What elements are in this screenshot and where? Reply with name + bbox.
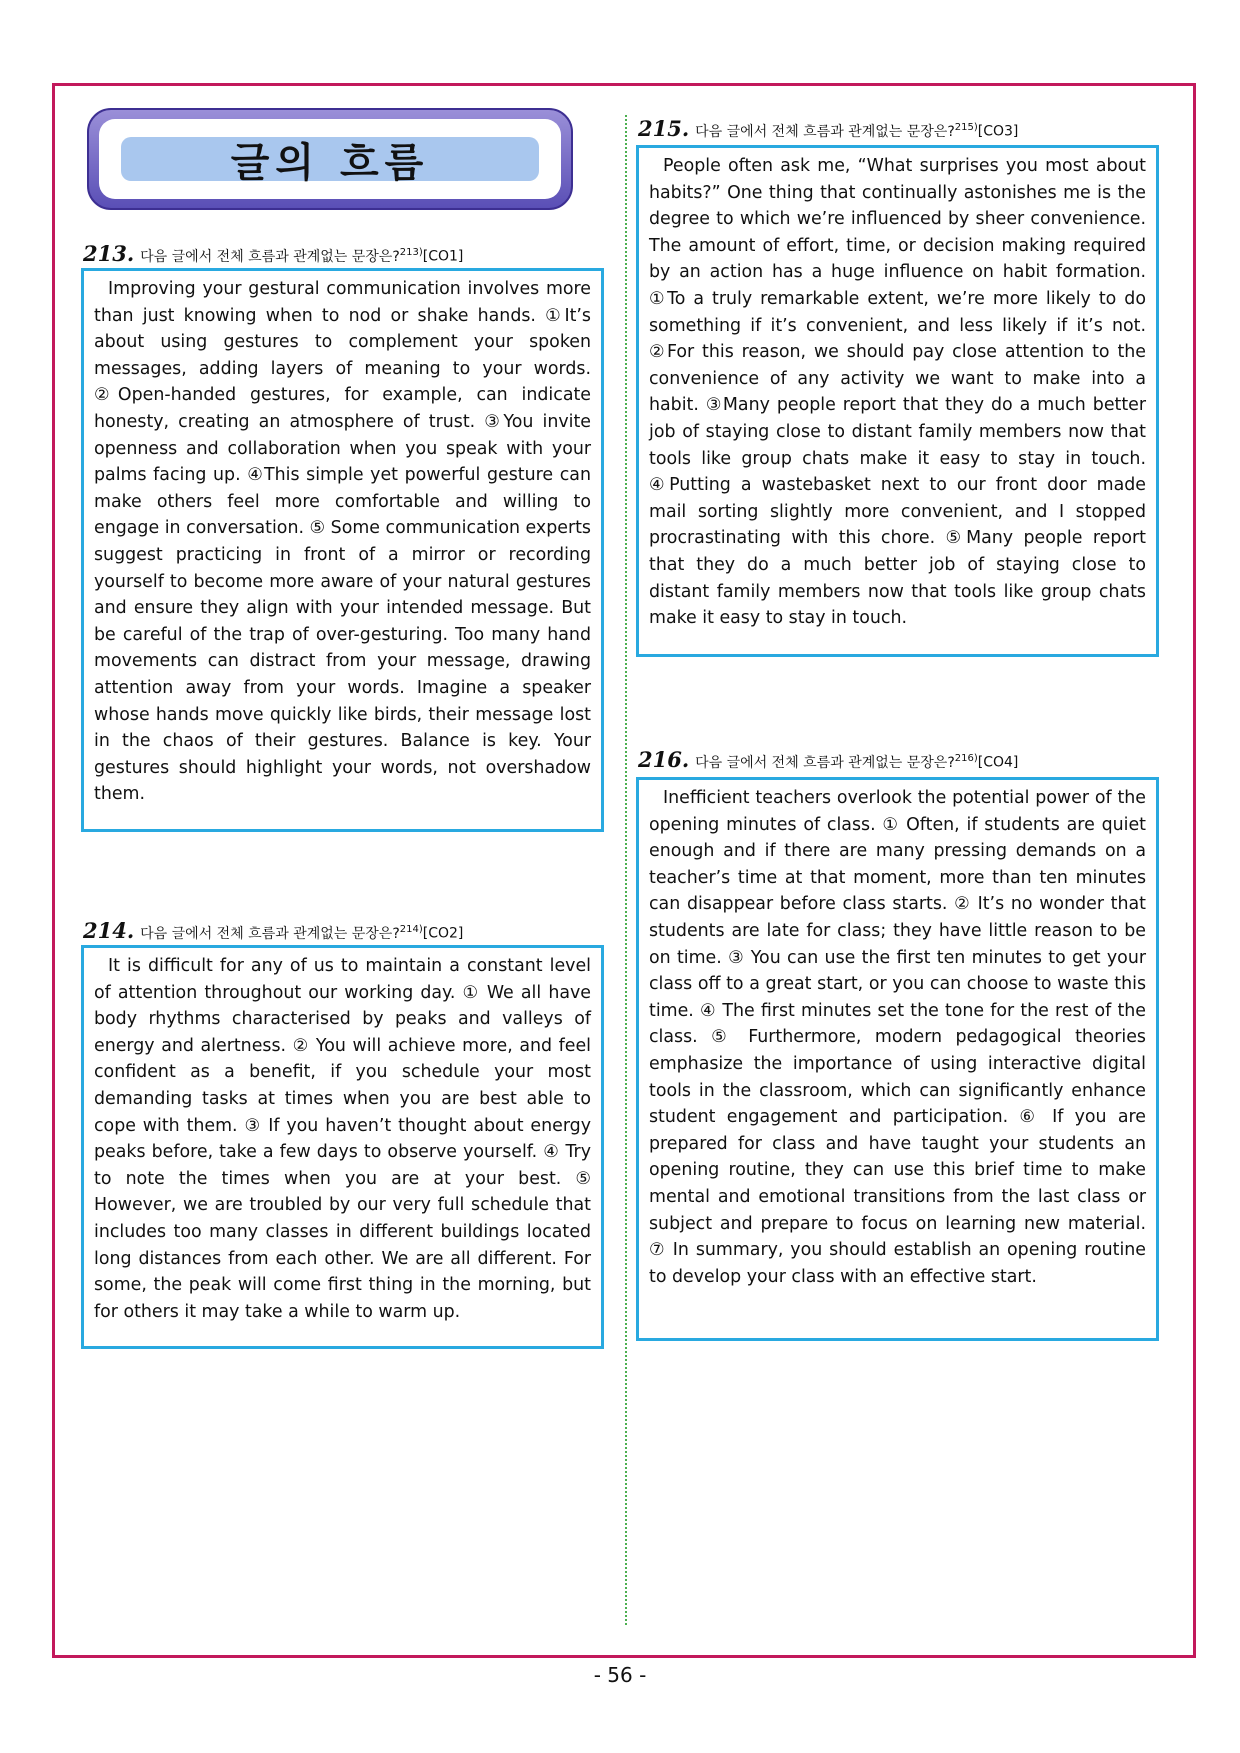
question-reference — [955, 753, 1019, 771]
passage-text: It is difficult for any of us to maintain a constant level of attention throughout our working day. ① We all have body rhythms characterised by peaks and valleys of energy and alertness. ② You will achieve more, and feel confident as a benefit, if you schedule your most demanding tasks at times when you are best able to cope with them. ③ If you haven’t thought about energy peaks before, take a few days to observe yourself. ④ Try to note the times when you are at your best. ⑤ However, we are troubled by our very full schedule that includes too many classes in different buildings located long distances from each other. We are all different. For some, the peak will come first thing in the morning, but for others it may take a while to warm up. — [94, 956, 591, 1322]
passage-text: Improving your gestural communication involves more than just knowing when to nod or shake hands. ①It’s about using gestures to complement your spoken messages, adding layers of meaning to your words. ②Open-handed gestures, for example, can indicate honesty, creating an atmosphere of trust. ③You invite openness and collaboration when you speak with your palms facing up. ④This simple yet powerful gesture can make others feel more comfortable and willing to engage in conversation. ⑤ Some communication experts suggest practicing in front of a mirror or recording yourself to become more aware of your natural gestures and ensure they align with your intended message. But be careful of the trap of over-gesturing. Too many hand movements can distract from your message, drawing attention away from your words. Imagine a speaker whose hands move quickly like birds, their message lost in the chaos of their gestures. Balance is key. Your gestures should highlight your words, not overshadow them. — [94, 279, 591, 805]
reference-code: [CO3] — [977, 124, 1019, 140]
reference-number: 215) — [954, 122, 978, 134]
question-number: 216. — [638, 747, 690, 772]
section-title-banner — [87, 108, 573, 210]
question-number: 213. — [83, 241, 135, 266]
page-number: - 56 - — [593, 1663, 647, 1687]
question-number: 214. — [83, 918, 135, 943]
question-number: 215. — [638, 116, 690, 141]
section-title: 글의 흐름 — [230, 139, 430, 186]
question-reference — [955, 122, 1019, 140]
question-prompt: 다음 글에서 전체 흐름과 관계없는 문장은? — [695, 124, 955, 140]
reference-code: [CO4] — [977, 755, 1019, 771]
reference-number: 216) — [954, 753, 978, 765]
passage-text: People often ask me, “What surprises you most about habits?” One thing that continually astonishes me is the degree to which we’re influenced by sheer convenience. The amount of effort, time, or decision making required by an action has a huge influence on habit formation. ①To a truly remarkable extent, we’re more likely to do something if it’s convenient, and less likely if it’s not. ②For this reason, we should pay close attention to the convenience of any activity we want to make into a habit. ③Many people report that they do a much better job of staying close to distant family members now that tools like group chats make it easy to stay in touch. ④Putting a wastebasket next to our front door made mail sorting slightly more convenient, and I stopped procrastinating with this chore. ⑤Many people report that they do a much better job of staying close to distant family members now that tools like group chats make it easy to stay in touch. — [649, 156, 1146, 629]
banner-inner — [121, 137, 539, 186]
question-215-passage-box — [636, 145, 1159, 657]
column-divider — [625, 115, 627, 1625]
banner-white-ring — [99, 119, 561, 199]
question-216-passage-box — [636, 777, 1159, 1341]
reference-code: [CO1] — [422, 249, 464, 265]
passage-text: Inefficient teachers overlook the potential power of the opening minutes of class. ① Often, if students are quiet enough and if there are many pressing demands on a teacher’s time at that moment, more than ten minutes can disappear before class starts. ② It’s no wonder that students are late for class; they have little reason to be on time. ③ You can use the first ten minutes to get your class off to a great start, or you can choose to waste this time. ④ The first minutes set the tone for the rest of the class. ⑤ Furthermore, modern pedagogical theories emphasize the importance of using interactive digital tools in the classroom, which can significantly enhance student engagement and participation. ⑥ If you are prepared for class and have taught your students an opening routine, they can use this brief time to make mental and emotional transitions from the last class or subject and prepare to focus on learning new material. ⑦ In summary, you should establish an opening routine to develop your class with an effective start. — [649, 788, 1146, 1287]
question-213-header — [83, 241, 463, 266]
reference-number: 213) — [399, 247, 423, 259]
question-215-header — [638, 116, 1018, 141]
question-prompt: 다음 글에서 전체 흐름과 관계없는 문장은? — [140, 249, 400, 265]
question-reference — [400, 247, 464, 265]
question-214-passage-box — [81, 945, 604, 1349]
question-reference — [400, 924, 464, 942]
question-216-header — [638, 747, 1018, 772]
reference-code: [CO2] — [422, 926, 464, 942]
reference-number: 214) — [399, 924, 423, 936]
question-prompt: 다음 글에서 전체 흐름과 관계없는 문장은? — [140, 926, 400, 942]
question-prompt: 다음 글에서 전체 흐름과 관계없는 문장은? — [695, 755, 955, 771]
question-214-header — [83, 918, 463, 943]
question-213-passage-box — [81, 268, 604, 832]
